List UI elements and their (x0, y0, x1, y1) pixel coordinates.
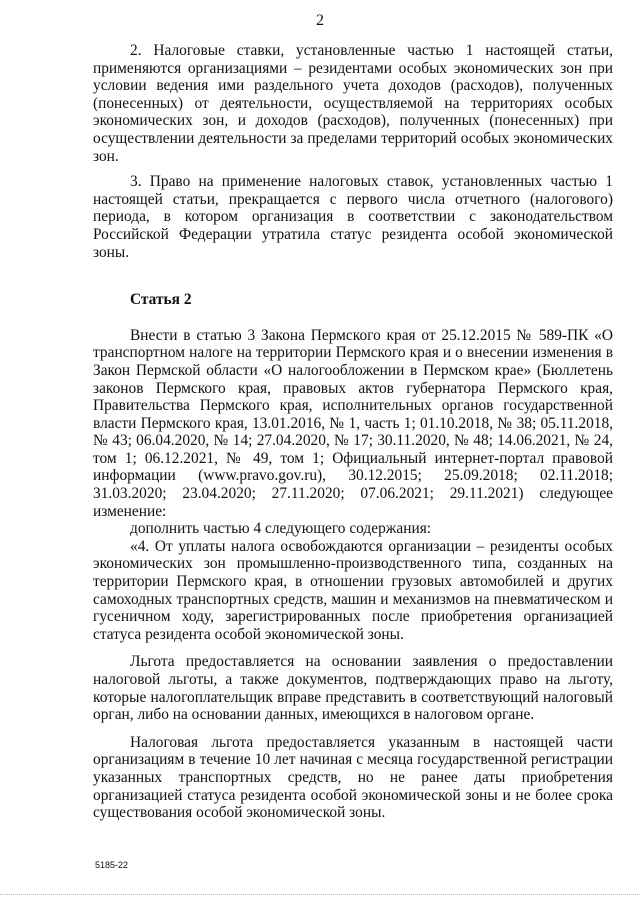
page-number: 2 (316, 12, 324, 29)
document-code: 5185-22 (95, 860, 129, 870)
paragraph-benefit-term: Налоговая льгота предоставляется указанным в настоящей части организациям в течение 10 лет начиная с месяца государственной регистрации указанных транспортных средств, но не ранее даты приобретения организацией статуса резидента особой экономической зоны и не более срока существования особой экономической зоны. (93, 733, 613, 822)
paragraph-amendment-intro: Внести в статью 3 Закона Пермского края от 25.12.2015 № 589-ПК «О транспортном налоге на территории Пермского края и о внесении изменения в Закон Пермской области «О налогообложении в Пермском крае» (Бюллетень законов Пермского края, правовых актов губернатора Пермского края, Правительства Пермского края, исполнительных органов государственной власти Пермского края, 13.01.2016, № 1, часть 1; 01.10.2018, № 38; 05.11.2018, № 43; 06.04.2020, № 14; 27.04.2020, № 17; 30.11.2020, № 48; 14.06.2021, № 24, том 1; 06.12.2021, № 49, том 1; Официальный интернет-портал правовой информации (www.pravo.gov.ru), 30.12.2015; 25.09.2018; 02.11.2018; 31.03.2020; 23.04.2020; 27.11.2020; 07.06.2021; 29.11.2021) следующее изменение: (93, 326, 613, 520)
paragraph-right-termination: 3. Право на применение налоговых ставок, установленных частью 1 настоящей статьи, прекращается с первого числа отчетного (налогового) периода, в котором организация в соответствии с законодательством Российской Федерации утратила статус резидента особой экономической зоны. (93, 173, 613, 261)
article-heading: Статья 2 (130, 291, 192, 309)
paragraph-tax-rates-conditions: 2. Налоговые ставки, установленные частью 1 настоящей статьи, применяются организациями – резидентами особых экономических зон при условии ведения ими раздельного учета доходов (расходов), полученных (понесенных) от деятельности, осуществляемой на территориях особых экономических зон, и доходов (расходов), полученных (понесенных) при осуществлении деятельности за пределами территорий особых экономических зон. (93, 42, 613, 165)
document-body (93, 42, 613, 822)
paragraph-benefit-basis: Льгота предоставляется на основании заявления о предоставлении налоговой льготы, а также документов, подтверждающих право на льготу, которые налогоплательщик вправе представить в соответствующий налоговый орган, либо на основании данных, имеющихся в налоговом органе. (93, 653, 613, 724)
scan-edge-line (0, 894, 640, 895)
paragraph-add-part: дополнить частью 4 следующего содержания: (130, 520, 432, 538)
paragraph-exemption: «4. От уплаты налога освобождаются организации – резиденты особых экономических зон промышленно-производственного типа, созданных на территории Пермского края, в отношении грузовых автомобилей и других самоходных транспортных средств, машин и механизмов на пневматическом и гусеничном ходу, зарегистрированных после приобретения организацией статуса резидента особой экономической зоны. (93, 537, 613, 643)
